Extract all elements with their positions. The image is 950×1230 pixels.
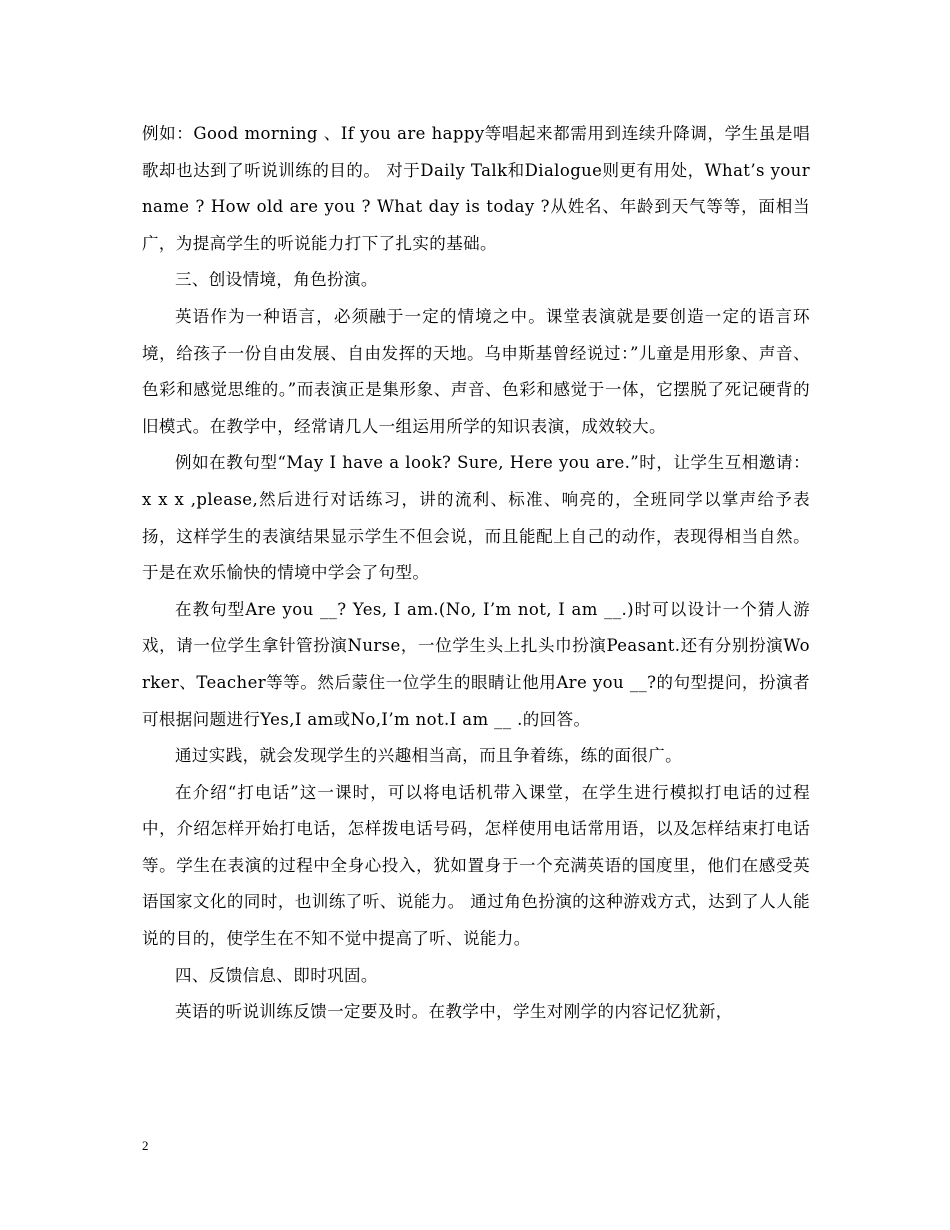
section-heading-feedback: 四、反馈信息、即时巩固。	[175, 965, 378, 985]
paragraph-may-i-have-a-look: 例如在教句型“May I have a look? Sure, Here you are.”时，让学生互相邀请：x x x ,please,然后进行对话练习，讲的流利、标准、响亮的，全班同学以掌声给予表扬，这样学生的表演结果显示学生不但会说，而且能配上自己的动作，表现得相当自然。于是在欢乐愉快的情境中学会了句型。	[142, 453, 810, 583]
paragraph-telephone-lesson: 在介绍“打电话”这一课时，可以将电话机带入课堂，在学生进行模拟打电话的过程中，介绍怎样开始打电话，怎样拨电话号码，怎样使用电话常用语，以及怎样结束打电话等。学生在表演的过程中全身心投入，犹如置身于一个充满英语的国度里，他们在感受英语国家文化的同时，也训练了听、说能力。 通过角色扮演的这种游戏方式，达到了人人能说的目的，使学生在不知不觉中提高了听、说能力。	[142, 782, 810, 949]
paragraph-practice-result: 通过实践，就会发现学生的兴趣相当高，而且争着练，练的面很广。	[175, 746, 682, 766]
paragraph-guessing-game: 在教句型Are you __? Yes, I am.(No, I’m not, I am __.)时可以设计一个猜人游戏，请一位学生拿针管扮演Nurse，一位学生头上扎头巾扮演Peasant.还有分别扮演Worker、Teacher等等。然后蒙住一位学生的眼睛让他用Are you __?的句型提问，扮演者可根据问题进行Yes,I am或No,I’m not.I am __ .的回答。	[142, 599, 810, 729]
section-heading-role-play: 三、创设情境，角色扮演。	[175, 270, 378, 290]
paragraph-feedback-timely: 英语的听说训练反馈一定要及时。在教学中，学生对刚学的内容记忆犹新，	[175, 1002, 733, 1022]
paragraph-language-context: 英语作为一种语言，必须融于一定的情境之中。课堂表演就是要创造一定的语言环境，给孩子一份自由发展、自由发挥的天地。乌申斯基曾经说过：”儿童是用形象、声音、色彩和感觉思维的。”而表演正是集形象、声音、色彩和感觉于一体，它摆脱了死记硬背的旧模式。在教学中，经常请几人一组运用所学的知识表演，成效较大。	[142, 306, 810, 436]
paragraph-song-examples: 例如：Good morning 、If you are happy等唱起来都需用到连续升降调，学生虽是唱歌却也达到了听说训练的目的。 对于Daily Talk和Dialogue则更有用处，What’s your name ? How old are you ? What day is today ?从姓名、年龄到天气等等，面相当广，为提高学生的听说能力打下了扎实的基础。	[142, 124, 810, 253]
page-number: 2	[142, 1138, 149, 1153]
body-text	[142, 116, 810, 1031]
